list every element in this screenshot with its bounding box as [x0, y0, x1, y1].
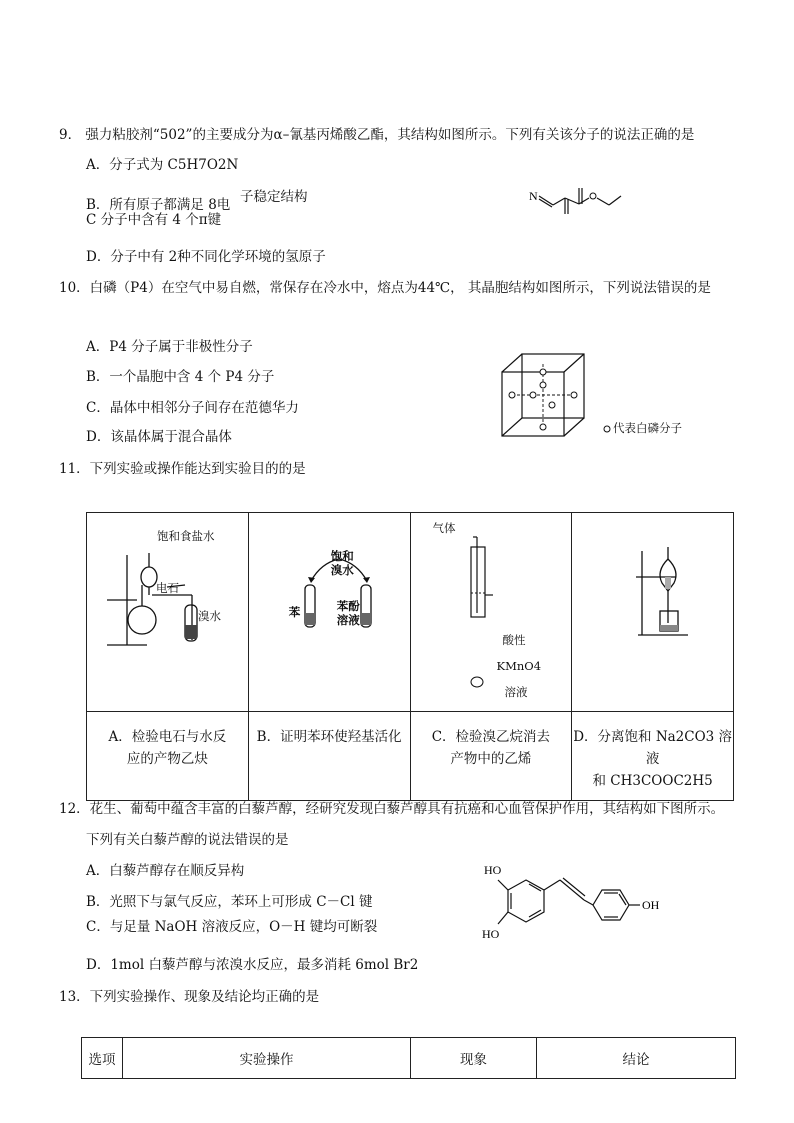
q12-struct-oh-right: OH — [642, 898, 660, 912]
q10-option-c: C．晶体中相邻分子间存在范德华力 — [86, 400, 299, 416]
q9-stem: 9． 强力粘胶剂“502”的主要成分为α–氰基丙烯酸乙酯，其结构如图所示。下列有关该分子的说法正确的是 — [59, 127, 695, 143]
q12-option-b: B．光照下与氯气反应，苯环上可形成 C－Cl 键 — [86, 894, 373, 910]
q11-fig-a — [87, 513, 249, 712]
q11-a-label-carbide: 电石 — [156, 581, 179, 595]
q11-table — [86, 512, 734, 801]
q11-stem: 11．下列实验或操作能达到实验目的的是 — [59, 461, 306, 477]
q12-stem-line1: 12．花生、葡萄中蕴含丰富的白藜芦醇，经研究发现白藜芦醇具有抗癌和心血管保护作用，其结构如下图所示。 — [59, 801, 725, 817]
q13-header-conclusion: 结论 — [537, 1038, 736, 1079]
q10-option-b: B．一个晶胞中含 4 个 P4 分子 — [86, 369, 275, 385]
q11-c-label-kmno4: KMnO4 — [496, 659, 542, 673]
q10-option-d: D．该晶体属于混合晶体 — [86, 429, 232, 445]
q13-stem: 13．下列实验操作、现象及结论均正确的是 — [59, 989, 320, 1005]
q12-stem-line2: 下列有关白藜芦醇的说法错误的是 — [86, 832, 289, 848]
q11-caption-d-line1: D．分离饱和 Na2CO3 溶液 — [573, 729, 733, 767]
q10-legend: 代表白磷分子 — [613, 421, 682, 435]
q12-struct-ho-top: HO — [484, 863, 502, 877]
q11-fig-c — [410, 513, 572, 712]
q11-c-label-solution: 溶液 — [504, 685, 528, 699]
q9-option-b: B．所有原子都满足 8电 — [86, 197, 231, 213]
q10-unit-cell — [498, 350, 588, 440]
q11-caption-a-line1: A．检验电石与水反 — [108, 729, 227, 745]
q10-legend-icon — [602, 424, 612, 434]
q11-fig-d-apparatus — [632, 541, 692, 641]
q13-header-option: 选项 — [82, 1038, 123, 1079]
q11-b-label-saturated: 饱和 — [330, 549, 354, 563]
q11-b-label-phenol: 苯酚 — [336, 599, 360, 613]
q11-caption-d-line2: 和 CH3COOC2H5 — [592, 773, 713, 789]
q9-option-d: D．分子中有 2种不同化学环境的氢原子 — [86, 249, 326, 265]
q11-b-label-bromine: 溴水 — [330, 563, 354, 577]
q11-caption-b-line1: B．证明苯环使羟基活化 — [256, 729, 402, 745]
q11-caption-b — [248, 712, 410, 801]
q11-a-label-brine: 饱和食盐水 — [157, 529, 215, 543]
q12-structure — [480, 858, 680, 948]
q11-a-label-bromine-water: 溴水 — [198, 609, 221, 623]
q9-option-b-cont: 子稳定结构 — [240, 189, 308, 205]
q13-header-phenomenon: 现象 — [411, 1038, 537, 1079]
q11-c-label-acidic: 酸性 — [502, 633, 526, 647]
q11-caption-a-line2: 应的产物乙炔 — [126, 751, 208, 767]
q9-option-a: A．分子式为 C5H7O2N — [86, 157, 239, 173]
q12-option-d: D．1mol 白藜芦醇与浓溴水反应，最多消耗 6mol Br2 — [86, 957, 419, 973]
q12-struct-ho-bottom: HO — [482, 927, 500, 941]
q11-caption-c-line2: 产物中的乙烯 — [450, 751, 532, 767]
q12-option-c: C．与足量 NaOH 溶液反应，O－H 键均可断裂 — [86, 919, 378, 935]
q11-caption-d — [572, 712, 734, 801]
q11-fig-d — [572, 513, 734, 712]
q11-caption-a — [87, 712, 249, 801]
q11-c-label-gas: 气体 — [432, 521, 456, 535]
q10-stem: 10．白磷（P4）在空气中易自燃，常保存在冷水中，熔点为44℃， 其晶胞结构如图所示，下列说法错误的是 — [59, 280, 711, 296]
q11-caption-c — [410, 712, 572, 801]
q11-b-label-solution: 溶液 — [336, 613, 360, 627]
q13-table — [81, 1037, 736, 1079]
q11-fig-b — [248, 513, 410, 712]
q10-option-a: A．P4 分子属于非极性分子 — [86, 339, 253, 355]
q13-header-operation: 实验操作 — [123, 1038, 411, 1079]
q11-b-label-benzene: 苯 — [288, 605, 301, 619]
q12-option-a: A．白藜芦醇存在顺反异构 — [86, 863, 245, 879]
q9-structure — [525, 180, 645, 230]
q11-fig-c-apparatus — [461, 533, 521, 623]
q11-caption-c-line1: C．检验溴乙烷消去 — [431, 729, 551, 745]
q9-struct-n: N — [529, 189, 538, 203]
q9-option-c: C 分子中含有 4 个π键 — [86, 212, 222, 228]
q11-c-bubble — [469, 675, 489, 689]
